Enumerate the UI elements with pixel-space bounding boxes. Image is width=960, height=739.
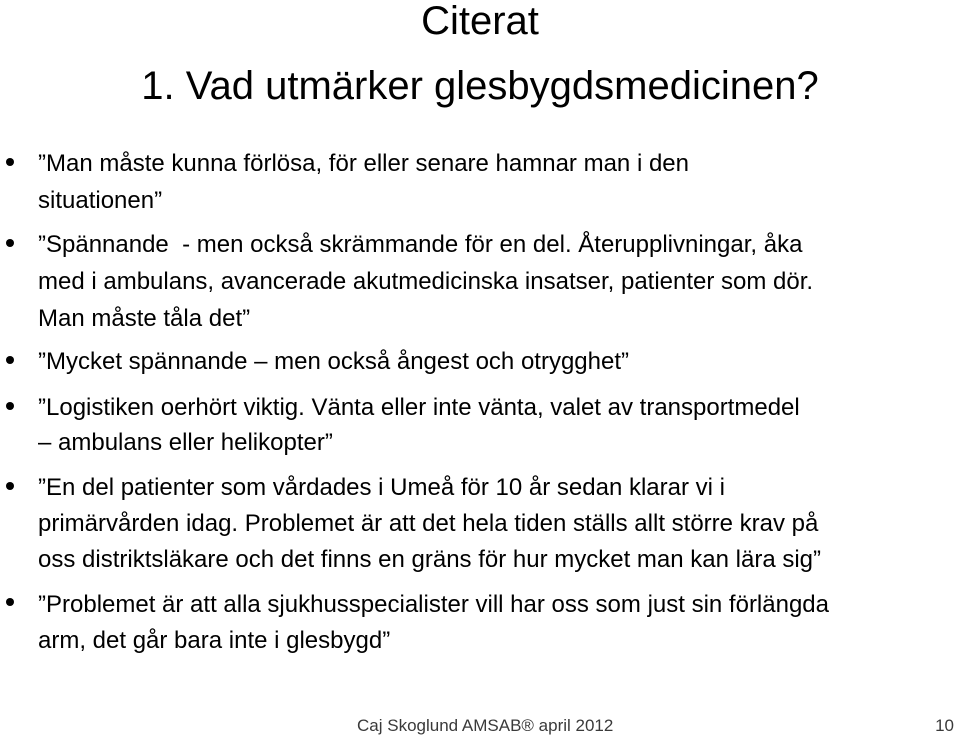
bullet-marker [6,482,14,490]
slide-title: Citerat [421,0,539,43]
bullet-quote-2-line-2: med i ambulans, avancerade akutmedicinska insatser, patienter som dör. [38,268,814,295]
bullet-marker [6,356,14,364]
bullet-quote-1-line-1: ”Man måste kunna förlösa, för eller senare hamnar man i den [38,150,689,177]
bullet-marker [6,402,14,410]
bullet-quote-2-line-1: ”Spännande - men också skrämmande för en del. Återupplivningar, åka [38,231,803,258]
bullet-marker [6,598,14,606]
bullet-quote-5-line-2: primärvården idag. Problemet är att det hela tiden ställs allt större krav på [38,510,819,537]
bullet-quote-6-line-2: arm, det går bara inte i glesbygd” [38,627,391,654]
slide-subtitle: 1. Vad utmärker glesbygdsmedicinen? [141,64,819,108]
bullet-quote-6-line-1: ”Problemet är att alla sjukhusspecialister vill har oss som just sin förlängda [38,591,830,618]
bullet-quote-4-line-2: – ambulans eller helikopter” [38,429,333,456]
footer-author: Caj Skoglund AMSAB® april 2012 [357,716,614,735]
bullet-marker [6,158,14,166]
bullet-quote-3-line-1: ”Mycket spännande – men också ångest och otrygghet” [38,348,629,375]
bullet-quote-2-line-3: Man måste tåla det” [38,305,251,332]
bullet-quote-4-line-1: ”Logistiken oerhört viktig. Vänta eller inte vänta, valet av transportmedel [38,394,800,421]
bullet-marker [6,239,14,247]
bullet-quote-5-line-1: ”En del patienter som vårdades i Umeå för 10 år sedan klarar vi i [38,474,725,501]
bullet-quote-5-line-3: oss distriktsläkare och det finns en gräns för hur mycket man kan lära sig” [38,546,821,573]
bullet-quote-1-line-2: situationen” [38,187,163,214]
slide-page-number: 10 [935,716,954,735]
